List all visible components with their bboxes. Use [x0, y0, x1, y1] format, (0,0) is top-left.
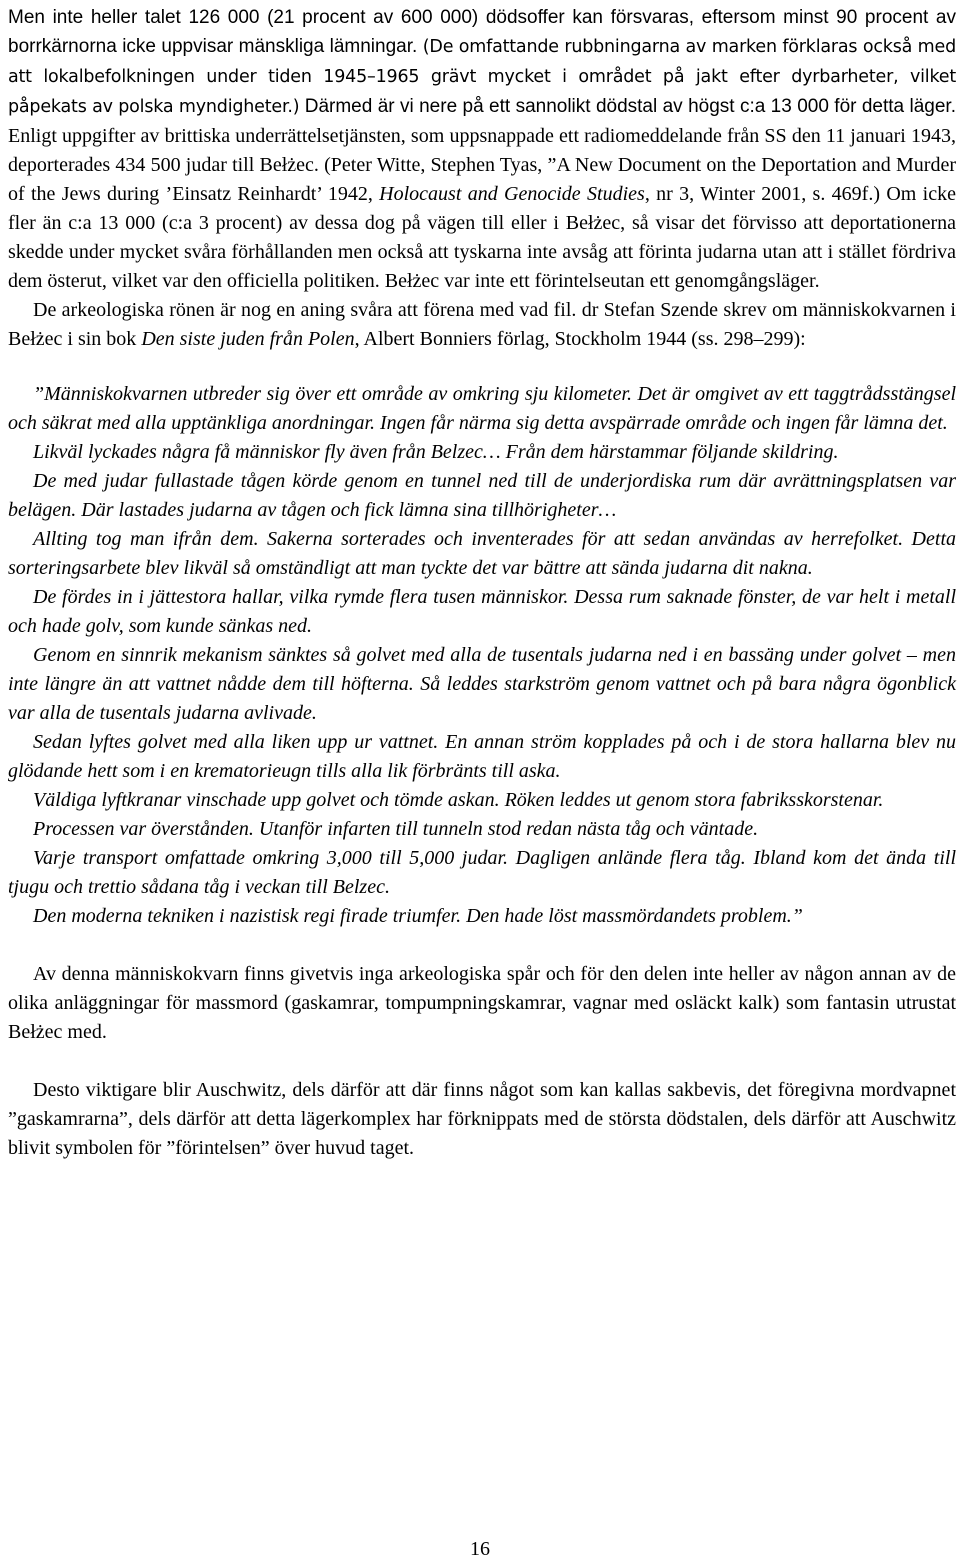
quote-paragraph: Allting tog man ifrån dem. Sakerna sorterades och inventerades för att sedan användas av herrefolket. Detta sorteringsarbete blev likväl så omständligt att man tyckte det var bättre att sända judarna dit nakna.	[8, 528, 956, 579]
quote-paragraph: Väldiga lyftkranar vinschade upp golvet och tömde askan. Röken leddes ut genom stora fabriksskorstenar.	[33, 789, 884, 811]
quote-paragraph: Sedan lyftes golvet med alla liken upp ur vattnet. En annan ström kopplades på och i de stora hallarna blev nu glödande hett som i en krematorieugn tills alla lik förbränts till aska.	[8, 731, 956, 782]
book-title: Den siste juden från Polen	[141, 328, 355, 350]
block-quote	[8, 380, 956, 931]
spacer	[8, 354, 956, 380]
paragraph-1-citation-end: , nr 3, Winter 2001, s. 469f.)	[644, 183, 880, 205]
spacer	[8, 931, 956, 960]
spacer	[8, 1047, 956, 1076]
page-number: 16	[470, 1538, 490, 1560]
paragraph-1	[8, 3, 956, 296]
paragraph-1-citation-journal: Holocaust and Genocide Studies	[379, 183, 645, 205]
paragraph-2-end: , Albert Bonniers förlag, Stockholm 1944 (ss. 298–299):	[354, 328, 806, 350]
paragraph-1-sentence-6: Om icke fler än c:a 13 000 (c:a 3 procent) av dessa dog på vägen till eller i Bełżec, så visar det förvisso att deportationerna skedde under mycket svåra förhållanden men också att tyskarna inte avsåg att förinta judarna utan att i stället fördriva dem österut, vilket var den officiella politiken. Bełżec var inte ett förintelseutan ett genomgångsläger.	[8, 183, 956, 292]
quote-paragraph: Den moderna tekniken i nazistisk regi firade triumfer. Den hade löst massmördandets problem.”	[33, 905, 803, 927]
quote-paragraph: De fördes in i jättestora hallar, vilka rymde flera tusen människor. Dessa rum saknade fönster, de var helt i metall och hade golv, som kunde sänkas ned.	[8, 586, 956, 637]
quote-paragraph: Genom en sinnrik mekanism sänktes så golvet med alla de tusentals judarna ned i en bassäng under golvet – men inte längre än att vattnet nådde dem till höfterna. Så leddes starkström genom vattnet och på bara några ögonblick var alla de tusentals judarna avlivade.	[8, 644, 956, 724]
paragraph-1-sentence-1: Men inte heller talet 126 000 (21 procent av 600 000) dödsoffer kan försvaras, eftersom minst 90 procent av borrkärnorna icke uppvisar mänskliga lämningar.	[8, 7, 956, 57]
quote-paragraph: Varje transport omfattade omkring 3,000 till 5,000 judar. Dagligen anlände flera tåg. Ibland kom det ända till tjugu och trettio sådana tåg i veckan till Belzec.	[8, 847, 956, 898]
paragraph-1-sentence-2: (De omfattande rubbningarna av marken förklaras också med att lokalbefolkningen under tiden 1945–1965 grävt mycket i området på jakt efter dyrbarheter, vilket påpekats av polska myndigheter.)	[8, 37, 956, 117]
paragraph-3: Av denna människokvarn finns givetvis inga arkeologiska spår och för den delen inte heller av någon annan av de olika anläggningar för massmord (gaskamrar, tompumpningskamrar, vagnar med osläckt kalk) som fantasin utrustat Bełżec med.	[8, 963, 956, 1043]
quote-paragraph: ”Människokvarnen utbreder sig över ett område av omkring sju kilometer. Det är omgivet av ett taggtrådsstängsel och säkrat med alla upptänkliga anordningar. Ingen får närma sig detta avspärrade område och ingen får lämna det.	[8, 383, 956, 434]
paragraph-4: Desto viktigare blir Auschwitz, dels därför att där finns något som kan kallas sakbevis, det föregivna mordvapnet ”gaskamrarna”, dels därför att detta lägerkomplex har förknippats med de största dödstalen, dels därför att Auschwitz blivit symbolen för ”förintelsen” över huvud taget.	[8, 1079, 956, 1159]
quote-paragraph: Likväl lyckades några få människor fly även från Belzec… Från dem härstammar följande skildring.	[33, 441, 839, 463]
paragraph-2-text: De arkeologiska rönen är nog en aning svåra att förena med vad fil. dr Stefan Szende skrev om människokvarnen i Bełżec i sin bok	[8, 299, 956, 350]
quote-paragraph: De med judar fullastade tågen körde genom en tunnel ned till de underjordiska rum där avrättningsplatsen var belägen. Där lastades judarna av tågen och fick lämna sina tillhörigheter…	[8, 470, 956, 521]
document-page	[8, 3, 956, 1163]
quote-paragraph: Processen var överstånden. Utanför infarten till tunneln stod redan nästa tåg och väntade.	[33, 818, 759, 840]
paragraph-1-citation: (Peter Witte, Stephen Tyas, ”A New Document on the Deportation and Murder of the Jews during ’Einsatz Reinhardt’ 1942,	[8, 154, 956, 205]
paragraph-1-sentence-4: Enligt uppgifter av brittiska underrättelsetjänsten, som uppsnappade ett radiomeddelande från SS den 11 januari 1943, deporterades 434 500 judar till Bełżec.	[8, 125, 956, 176]
paragraph-1-sentence-3: Därmed är vi nere på ett sannolikt dödstal av högst c:a 13 000 för detta läger.	[299, 96, 956, 117]
paragraph-2	[8, 296, 956, 354]
